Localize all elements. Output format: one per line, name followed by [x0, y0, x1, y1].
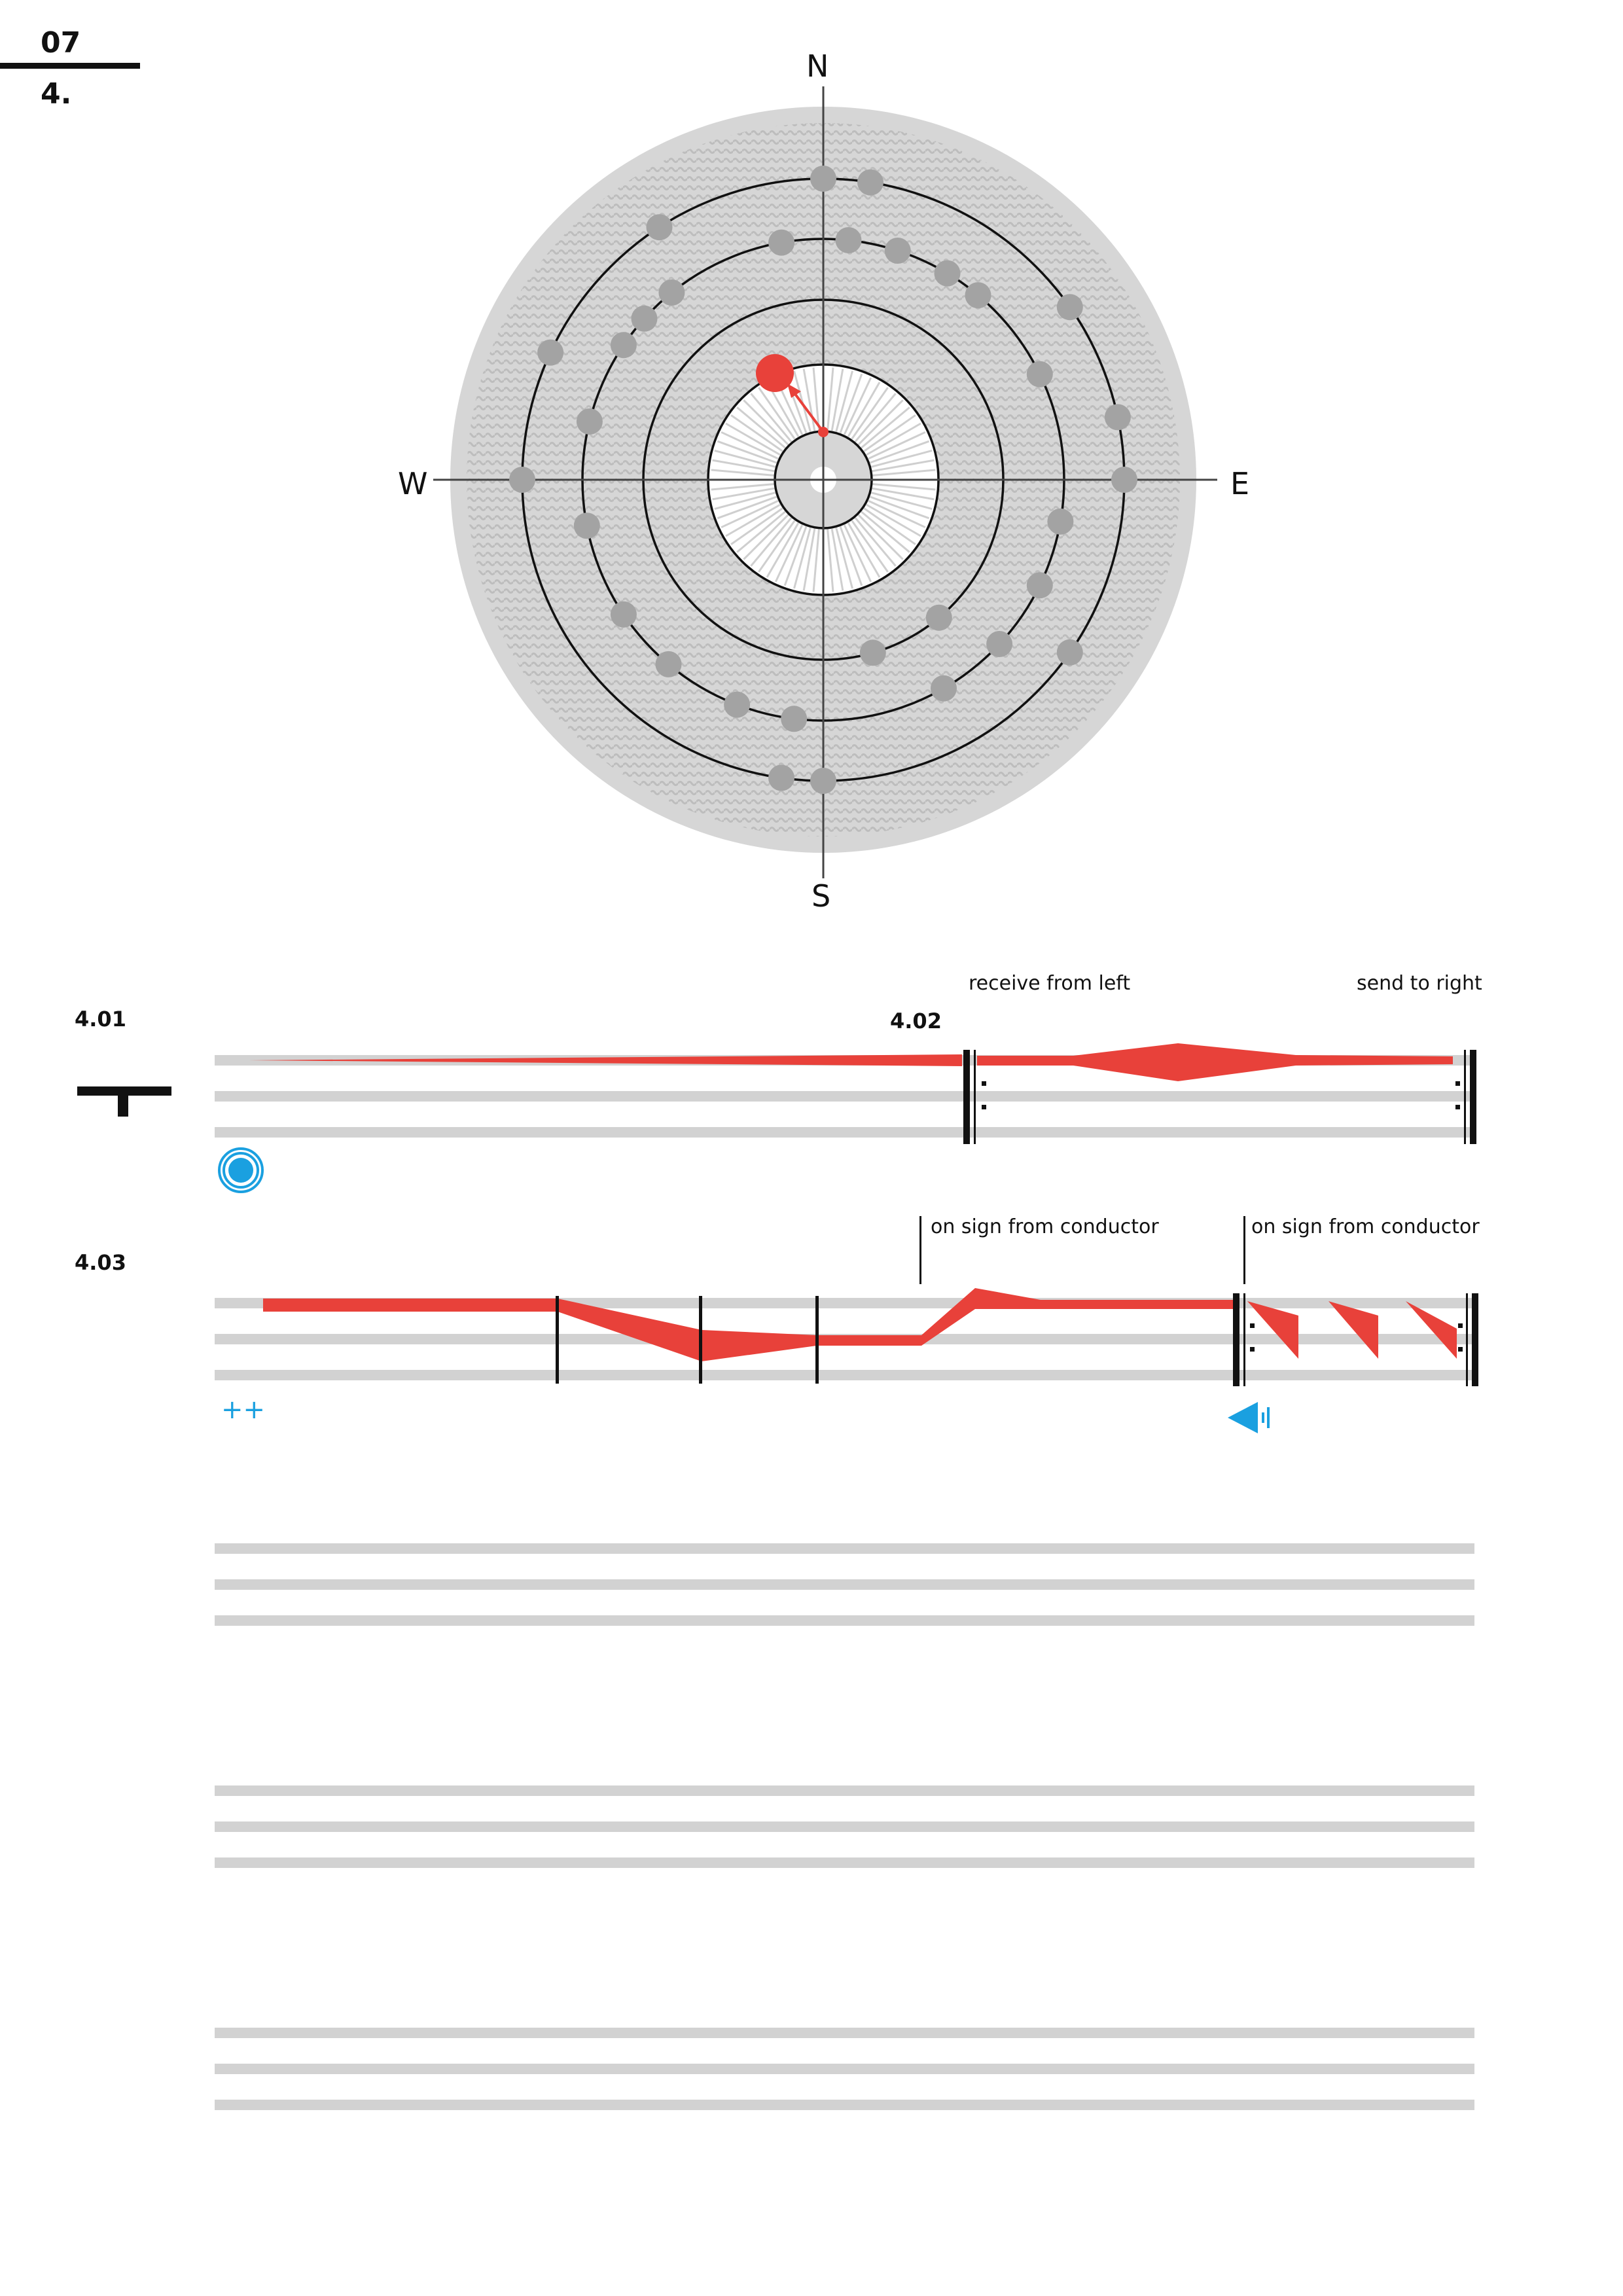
staff-line [215, 1785, 1474, 1796]
arrow-origin-dot [818, 427, 829, 437]
player-dot [935, 260, 961, 287]
player-dot [1027, 572, 1053, 598]
compass-north-label: N [806, 48, 829, 84]
compass-diagram [0, 0, 1623, 982]
empty-staff-3 [215, 2028, 1474, 2110]
player-dot [810, 768, 836, 794]
player-dot [1057, 639, 1083, 666]
staff-line [215, 2100, 1474, 2110]
section-label-4-02: 4.02 [890, 1009, 942, 1033]
instruction-receive-from-left: receive from left [969, 972, 1131, 995]
staff-line [215, 1127, 1474, 1138]
staff-4-03 [0, 1283, 1623, 1414]
swell-shape [977, 1043, 1453, 1081]
player-dot [926, 605, 952, 631]
repeat-dot [1455, 1081, 1460, 1086]
player-dot [857, 170, 883, 196]
player-dot [1057, 294, 1083, 320]
empty-staff-1 [215, 1543, 1474, 1626]
active-player-dot [756, 354, 794, 392]
staff-line [215, 1615, 1474, 1626]
player-dot [1047, 509, 1073, 535]
section-label-4-03: 4.03 [75, 1250, 126, 1275]
player-dot [931, 675, 957, 702]
player-dot [1105, 404, 1131, 430]
player-dot [509, 467, 535, 493]
player-dot [965, 282, 991, 308]
player-dot [724, 692, 750, 718]
player-dot [836, 227, 862, 253]
attack-wedge [1247, 1301, 1298, 1359]
empty-staves [0, 1505, 1623, 2160]
staff-line [215, 1543, 1474, 1554]
repeat-barline-thin [974, 1050, 976, 1144]
staff-line [215, 1370, 1474, 1380]
player-dot [1111, 467, 1137, 493]
repeat-dot [1250, 1323, 1255, 1328]
repeat-barline-thin [1243, 1293, 1245, 1386]
compass-south-label: S [812, 878, 831, 914]
player-dot [537, 340, 563, 366]
staff-line [215, 1857, 1474, 1868]
repeat-barline-thick [1470, 1050, 1476, 1144]
staff-line [215, 2064, 1474, 2074]
player-dot [860, 639, 886, 666]
empty-staff-2 [215, 1785, 1474, 1868]
barline [815, 1296, 819, 1384]
player-dot [781, 706, 807, 732]
repeat-barline-thick [1472, 1293, 1478, 1386]
player-dot [810, 166, 836, 192]
instruction-send-to-right: send to right [1357, 972, 1482, 995]
speaker-left-icon [1228, 1399, 1280, 1436]
player-dot [658, 279, 685, 306]
repeat-barline-thin [1464, 1050, 1466, 1144]
cue-on-sign-from-conductor-1: on sign from conductor [931, 1215, 1159, 1238]
barline [556, 1296, 559, 1384]
player-dot [574, 512, 600, 539]
player-dot [768, 765, 794, 791]
staff-line [215, 2028, 1474, 2038]
player-dot [885, 238, 911, 264]
attack-wedge [1406, 1301, 1457, 1359]
repeat-dot [1250, 1347, 1255, 1352]
repeat-dot [1455, 1105, 1460, 1109]
repeat-barline-thick [1233, 1293, 1240, 1386]
cue-marker-1 [919, 1216, 921, 1284]
page-number: 07 [41, 26, 81, 60]
concentric-circle-icon [217, 1147, 264, 1194]
player-dot [986, 631, 1012, 657]
compass-east-label: E [1230, 466, 1250, 501]
cue-marker-2 [1243, 1216, 1245, 1284]
player-dot [1027, 361, 1053, 387]
staff-line [215, 1821, 1474, 1832]
player-dot [656, 651, 682, 677]
repeat-barline-thin [1466, 1293, 1468, 1386]
section-label-4-01: 4.01 [75, 1007, 126, 1031]
repeat-barline-thick [963, 1050, 970, 1144]
player-dot [611, 332, 637, 358]
staff-line [215, 1091, 1474, 1102]
repeat-dot [1458, 1323, 1463, 1328]
player-dot [647, 214, 673, 240]
player-dot [632, 306, 658, 332]
repeat-dot [982, 1105, 986, 1109]
repeat-dot [1458, 1347, 1463, 1352]
attack-wedge [1329, 1301, 1378, 1359]
compass-west-label: W [398, 466, 428, 501]
movement-number: 4. [41, 77, 72, 111]
player-dot [611, 601, 637, 628]
player-dot [768, 230, 794, 256]
repeat-dot [982, 1081, 986, 1086]
staff-line [215, 1579, 1474, 1590]
player-dot [577, 408, 603, 435]
dynamic-mark-plus-plus: ++ [221, 1395, 266, 1425]
barline [699, 1296, 702, 1384]
cue-on-sign-from-conductor-2: on sign from conductor [1251, 1215, 1480, 1238]
